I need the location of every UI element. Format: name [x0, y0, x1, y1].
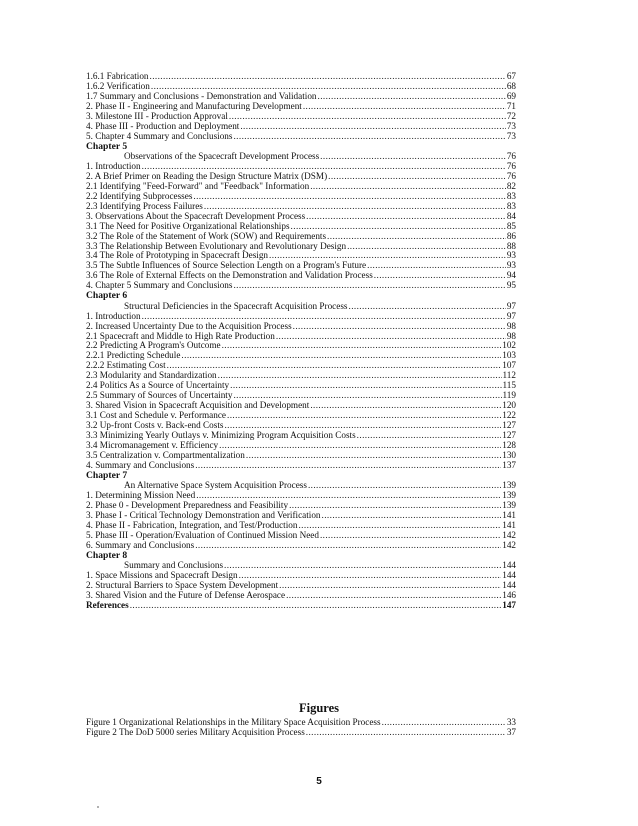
dot-leader — [374, 271, 506, 281]
entry-page-number: 144 — [502, 581, 516, 591]
toc-entry — [86, 162, 516, 172]
entry-page-number: 142 — [502, 540, 516, 550]
entry-title: 1. Determining Mission Need — [86, 491, 196, 501]
entry-title: References — [86, 600, 129, 610]
entry-title: 3.4 Micromanagement v. Efficiency — [86, 440, 219, 450]
toc-entry — [86, 351, 516, 361]
toc-entry — [86, 332, 516, 342]
entry-title: 1.6.2 Verification — [86, 81, 150, 91]
dot-leader — [239, 571, 502, 581]
entry-page-number: 112 — [502, 371, 516, 381]
entry-title: 2. Structural Barriers to Space System Development — [86, 581, 279, 591]
dot-leader — [310, 401, 501, 411]
entry-page-number: 130 — [502, 450, 516, 460]
toc-entry — [86, 251, 516, 261]
dot-leader — [320, 152, 506, 162]
entry-page-number: 144 — [502, 571, 516, 581]
toc-entry — [86, 72, 516, 82]
entry-title: 3. Phase I - Critical Technology Demonstration and Verification — [86, 510, 321, 520]
entry-page-number: 127 — [502, 420, 516, 430]
entry-page-number: 142 — [502, 530, 516, 540]
toc-entry — [86, 172, 516, 182]
toc-entry — [86, 491, 516, 501]
entry-title: 4. Phase III - Production and Deployment — [86, 121, 240, 131]
entry-page-number: 139 — [502, 491, 516, 501]
entry-page-number: 93 — [506, 251, 516, 261]
toc-entry — [86, 202, 516, 212]
entry-page-number: 95 — [506, 281, 516, 291]
toc-entry — [86, 361, 516, 371]
toc-entry — [86, 232, 516, 242]
dot-leader — [230, 381, 501, 391]
toc-entry — [86, 302, 516, 312]
chapter-heading: Chapter 6 — [86, 290, 128, 302]
entry-title: 2.3 Identifying Process Failures — [86, 201, 203, 211]
entry-page-number: 76 — [506, 152, 516, 162]
entry-page-number: 82 — [506, 181, 516, 191]
entry-title: 2.1 Spacecraft and Middle to High Rate Production — [86, 331, 275, 341]
entry-page-number: 83 — [506, 201, 516, 211]
toc-entry — [86, 391, 516, 401]
entry-title: 3.2 Up-front Costs v. Back-end Costs — [86, 420, 224, 430]
entry-title: 6. Summary and Conclusions — [86, 540, 195, 550]
entry-title: 3.6 The Role of External Effects on the Demonstration and Validation Process — [86, 271, 373, 281]
entry-title: 1. Introduction — [86, 162, 141, 171]
entry-title: 3.3 The Relationship Between Evolutionary and Revolutionary Design — [86, 241, 347, 251]
dot-leader — [308, 481, 501, 491]
toc-entry — [86, 511, 516, 521]
dot-leader — [306, 212, 506, 222]
entry-title: 2. Phase II - Engineering and Manufacturing Development — [86, 101, 302, 111]
entry-page-number: 97 — [506, 311, 516, 321]
toc-entry — [86, 182, 516, 192]
entry-page-number: 84 — [506, 211, 516, 221]
dot-leader — [322, 511, 502, 521]
entry-page-number: 72 — [506, 111, 516, 121]
entry-page-number: 115 — [502, 381, 516, 391]
dot-leader — [279, 581, 501, 591]
toc-entry — [86, 152, 516, 162]
toc-entry — [86, 501, 516, 511]
dot-leader — [233, 391, 501, 401]
dot-leader — [196, 491, 501, 501]
toc-entry — [86, 212, 516, 222]
entry-page-number: 73 — [506, 131, 516, 141]
dot-leader — [167, 361, 502, 371]
entry-title: 4. Summary and Conclusions — [86, 460, 195, 470]
dot-leader — [224, 421, 501, 431]
figures-heading: Figures — [298, 701, 340, 715]
dot-leader — [227, 411, 501, 421]
table-of-contents — [86, 72, 516, 611]
entry-title: 1.6.1 Fabrication — [86, 72, 149, 81]
entry-page-number: 147 — [502, 600, 516, 610]
entry-page-number: 88 — [506, 241, 516, 251]
entry-page-number: 137 — [502, 460, 516, 470]
entry-title: 2.4 Politics As a Source of Uncertainty — [86, 381, 230, 391]
entry-title: 2.2.2 Estimating Cost — [86, 361, 166, 371]
dot-leader — [130, 601, 502, 611]
entry-title: 2. Increased Uncertainty Due to the Acquisition Process — [86, 321, 292, 331]
dot-leader — [289, 501, 501, 511]
entry-title: 3.1 Cost and Schedule v. Performance — [86, 411, 226, 420]
entry-page-number: 37 — [506, 727, 516, 737]
entry-page-number: 127 — [502, 430, 516, 440]
entry-title: Figure 1 Organizational Relationships in the Military Space Acquisition Process — [86, 718, 381, 727]
dot-leader — [310, 182, 506, 192]
entry-page-number: 97 — [506, 301, 516, 311]
toc-entry — [86, 481, 516, 491]
dot-leader — [276, 332, 506, 342]
toc-entry — [86, 521, 516, 531]
dot-leader — [327, 232, 506, 242]
entry-title: 3.4 The Role of Prototyping in Spacecraft Design — [86, 251, 269, 261]
figure-entry — [86, 728, 516, 738]
toc-entry — [86, 431, 516, 441]
dot-leader — [181, 351, 501, 361]
entry-page-number: 98 — [506, 321, 516, 331]
figures-list — [86, 718, 516, 738]
entry-title: 1. Introduction — [86, 311, 141, 321]
toc-entry — [86, 112, 516, 122]
dot-leader — [219, 441, 501, 451]
entry-page-number: 146 — [502, 591, 516, 600]
entry-title: 3.1 The Need for Positive Organizational Relationships — [86, 221, 290, 231]
dot-leader — [204, 202, 506, 212]
toc-entry — [86, 322, 516, 332]
entry-page-number: 83 — [506, 191, 516, 201]
dot-leader — [142, 312, 506, 322]
entry-page-number: 107 — [502, 361, 516, 371]
toc-entry — [86, 132, 516, 142]
entry-page-number: 98 — [506, 331, 516, 341]
entry-title: 3. Observations About the Spacecraft Development Process — [86, 211, 306, 221]
entry-page-number: 141 — [502, 520, 516, 530]
entry-title: 1. Space Missions and Spacecraft Design — [86, 571, 238, 581]
chapter-heading: Chapter 7 — [86, 469, 128, 481]
entry-page-number: 122 — [502, 411, 516, 420]
toc-entry — [86, 122, 516, 132]
toc-entry — [86, 591, 516, 601]
toc-entry — [86, 401, 516, 411]
toc-entry — [86, 571, 516, 581]
dot-leader — [195, 461, 501, 471]
entry-title: 3.5 The Subtle Influences of Source Selection Length on a Program's Future — [86, 261, 367, 271]
toc-entry — [86, 421, 516, 431]
dot-leader — [318, 92, 506, 102]
entry-title: 2. Phase 0 - Development Preparedness and Feasibility — [86, 501, 289, 510]
toc-entry — [86, 531, 516, 541]
dot-leader — [382, 718, 506, 728]
toc-entry — [86, 192, 516, 202]
dot-leader — [195, 541, 501, 551]
entry-page-number: 139 — [502, 501, 516, 510]
entry-title: 2.2 Identifying Subprocesses — [86, 191, 193, 201]
toc-entry — [86, 411, 516, 421]
entry-title: 2.5 Summary of Sources of Uncertainty — [86, 391, 233, 401]
entry-title: 3. Shared Vision and the Future of Defense Aerospace — [86, 591, 286, 600]
entry-page-number: 93 — [506, 261, 516, 271]
dot-leader — [357, 431, 502, 441]
dot-leader — [269, 251, 506, 261]
dot-leader — [222, 341, 502, 351]
entry-title: 3.2 The Role of the Statement of Work (SOW) and Requirements — [86, 231, 327, 241]
entry-title: 2.2.1 Predicting Schedule — [86, 351, 181, 361]
entry-title: 3. Milestone III - Production Approval — [86, 111, 228, 121]
toc-entry — [86, 541, 516, 551]
entry-title: An Alternative Space System Acquisition Process — [124, 481, 307, 491]
dot-leader — [306, 728, 506, 738]
dot-leader — [151, 82, 506, 92]
entry-title: 2. A Brief Primer on Reading the Design Structure Matrix (DSM) — [86, 171, 328, 181]
entry-title: 4. Phase II - Fabrication, Integration, and Test/Production — [86, 520, 298, 530]
entry-page-number: 68 — [506, 81, 516, 91]
dot-leader — [218, 371, 502, 381]
toc-entry — [86, 92, 516, 102]
entry-page-number: 144 — [502, 561, 516, 571]
dot-leader — [240, 122, 505, 132]
dot-leader — [347, 242, 506, 252]
toc-entry — [86, 82, 516, 92]
dot-leader — [193, 192, 505, 202]
entry-page-number: 71 — [506, 101, 516, 111]
entry-title: Observations of the Spacecraft Development Process — [124, 152, 320, 162]
dot-leader — [150, 72, 506, 82]
entry-title: 3. Shared Vision in Spacecraft Acquisition and Development — [86, 401, 310, 411]
toc-entry — [86, 242, 516, 252]
toc-entry — [86, 261, 516, 271]
dot-leader — [298, 521, 501, 531]
entry-page-number: 76 — [506, 171, 516, 181]
entry-page-number: 86 — [506, 231, 516, 241]
figure-entry — [86, 718, 516, 728]
entry-title: 2.3 Modularity and Standardization — [86, 371, 217, 381]
entry-title: Structural Deficiencies in the Spacecraft Acquisition Process — [124, 301, 348, 311]
entry-page-number: 73 — [506, 121, 516, 131]
toc-entry — [86, 341, 516, 351]
entry-title: Figure 2 The DoD 5000 series Military Acquisition Process — [86, 727, 305, 737]
toc-entry — [86, 381, 516, 391]
dot-leader — [229, 112, 506, 122]
entry-page-number: 128 — [502, 440, 516, 450]
toc-entry — [86, 561, 516, 571]
toc-entry — [86, 271, 516, 281]
page-number: 5 — [316, 776, 322, 787]
entry-title: 3.3 Minimizing Yearly Outlays v. Minimizing Program Acquisition Costs — [86, 430, 356, 440]
scan-speck — [97, 806, 99, 808]
entry-page-number: 141 — [502, 510, 516, 520]
dot-leader — [293, 322, 506, 332]
references-entry — [86, 601, 516, 611]
entry-page-number: 120 — [502, 401, 516, 411]
dot-leader — [291, 222, 506, 232]
entry-title: 5. Phase III - Operation/Evaluation of Continued Mission Need — [86, 530, 319, 540]
toc-entry — [86, 312, 516, 322]
entry-page-number: 85 — [506, 221, 516, 231]
entry-page-number: 76 — [506, 162, 516, 171]
dot-leader — [246, 451, 501, 461]
dot-leader — [286, 591, 501, 601]
entry-title: 4. Chapter 5 Summary and Conclusions — [86, 281, 233, 291]
entry-title: 1.7 Summary and Conclusions - Demonstration and Validation — [86, 91, 317, 101]
entry-title: 2.1 Identifying "Feed-Forward" and "Feedback" Information — [86, 181, 310, 191]
dot-leader — [320, 531, 501, 541]
dot-leader — [328, 172, 506, 182]
entry-page-number: 67 — [506, 72, 516, 81]
entry-title: 5. Chapter 4 Summary and Conclusions — [86, 131, 233, 141]
entry-page-number: 33 — [506, 718, 516, 727]
dot-leader — [367, 261, 506, 271]
toc-entry — [86, 281, 516, 291]
entry-title: 2.2 Predicting A Program's Outcome — [86, 341, 221, 351]
entry-page-number: 139 — [502, 481, 516, 491]
toc-entry — [86, 102, 516, 112]
toc-entry — [86, 441, 516, 451]
chapter-heading: Chapter 8 — [86, 549, 128, 561]
dot-leader — [233, 281, 505, 291]
dot-leader — [142, 162, 506, 172]
chapter-heading: Chapter 5 — [86, 140, 128, 152]
entry-page-number: 103 — [502, 351, 516, 361]
dot-leader — [349, 302, 506, 312]
toc-entry — [86, 461, 516, 471]
dot-leader — [233, 132, 505, 142]
dot-leader — [303, 102, 506, 112]
entry-title: 3.5 Centralization v. Compartmentalization — [86, 450, 245, 460]
entry-page-number: 119 — [502, 391, 516, 401]
entry-page-number: 69 — [506, 91, 516, 101]
entry-page-number: 94 — [506, 271, 516, 281]
entry-title: Summary and Conclusions — [124, 561, 224, 571]
toc-entry — [86, 581, 516, 591]
toc-entry — [86, 451, 516, 461]
toc-entry — [86, 222, 516, 232]
dot-leader — [224, 561, 501, 571]
toc-entry — [86, 371, 516, 381]
entry-page-number: 102 — [502, 341, 516, 351]
